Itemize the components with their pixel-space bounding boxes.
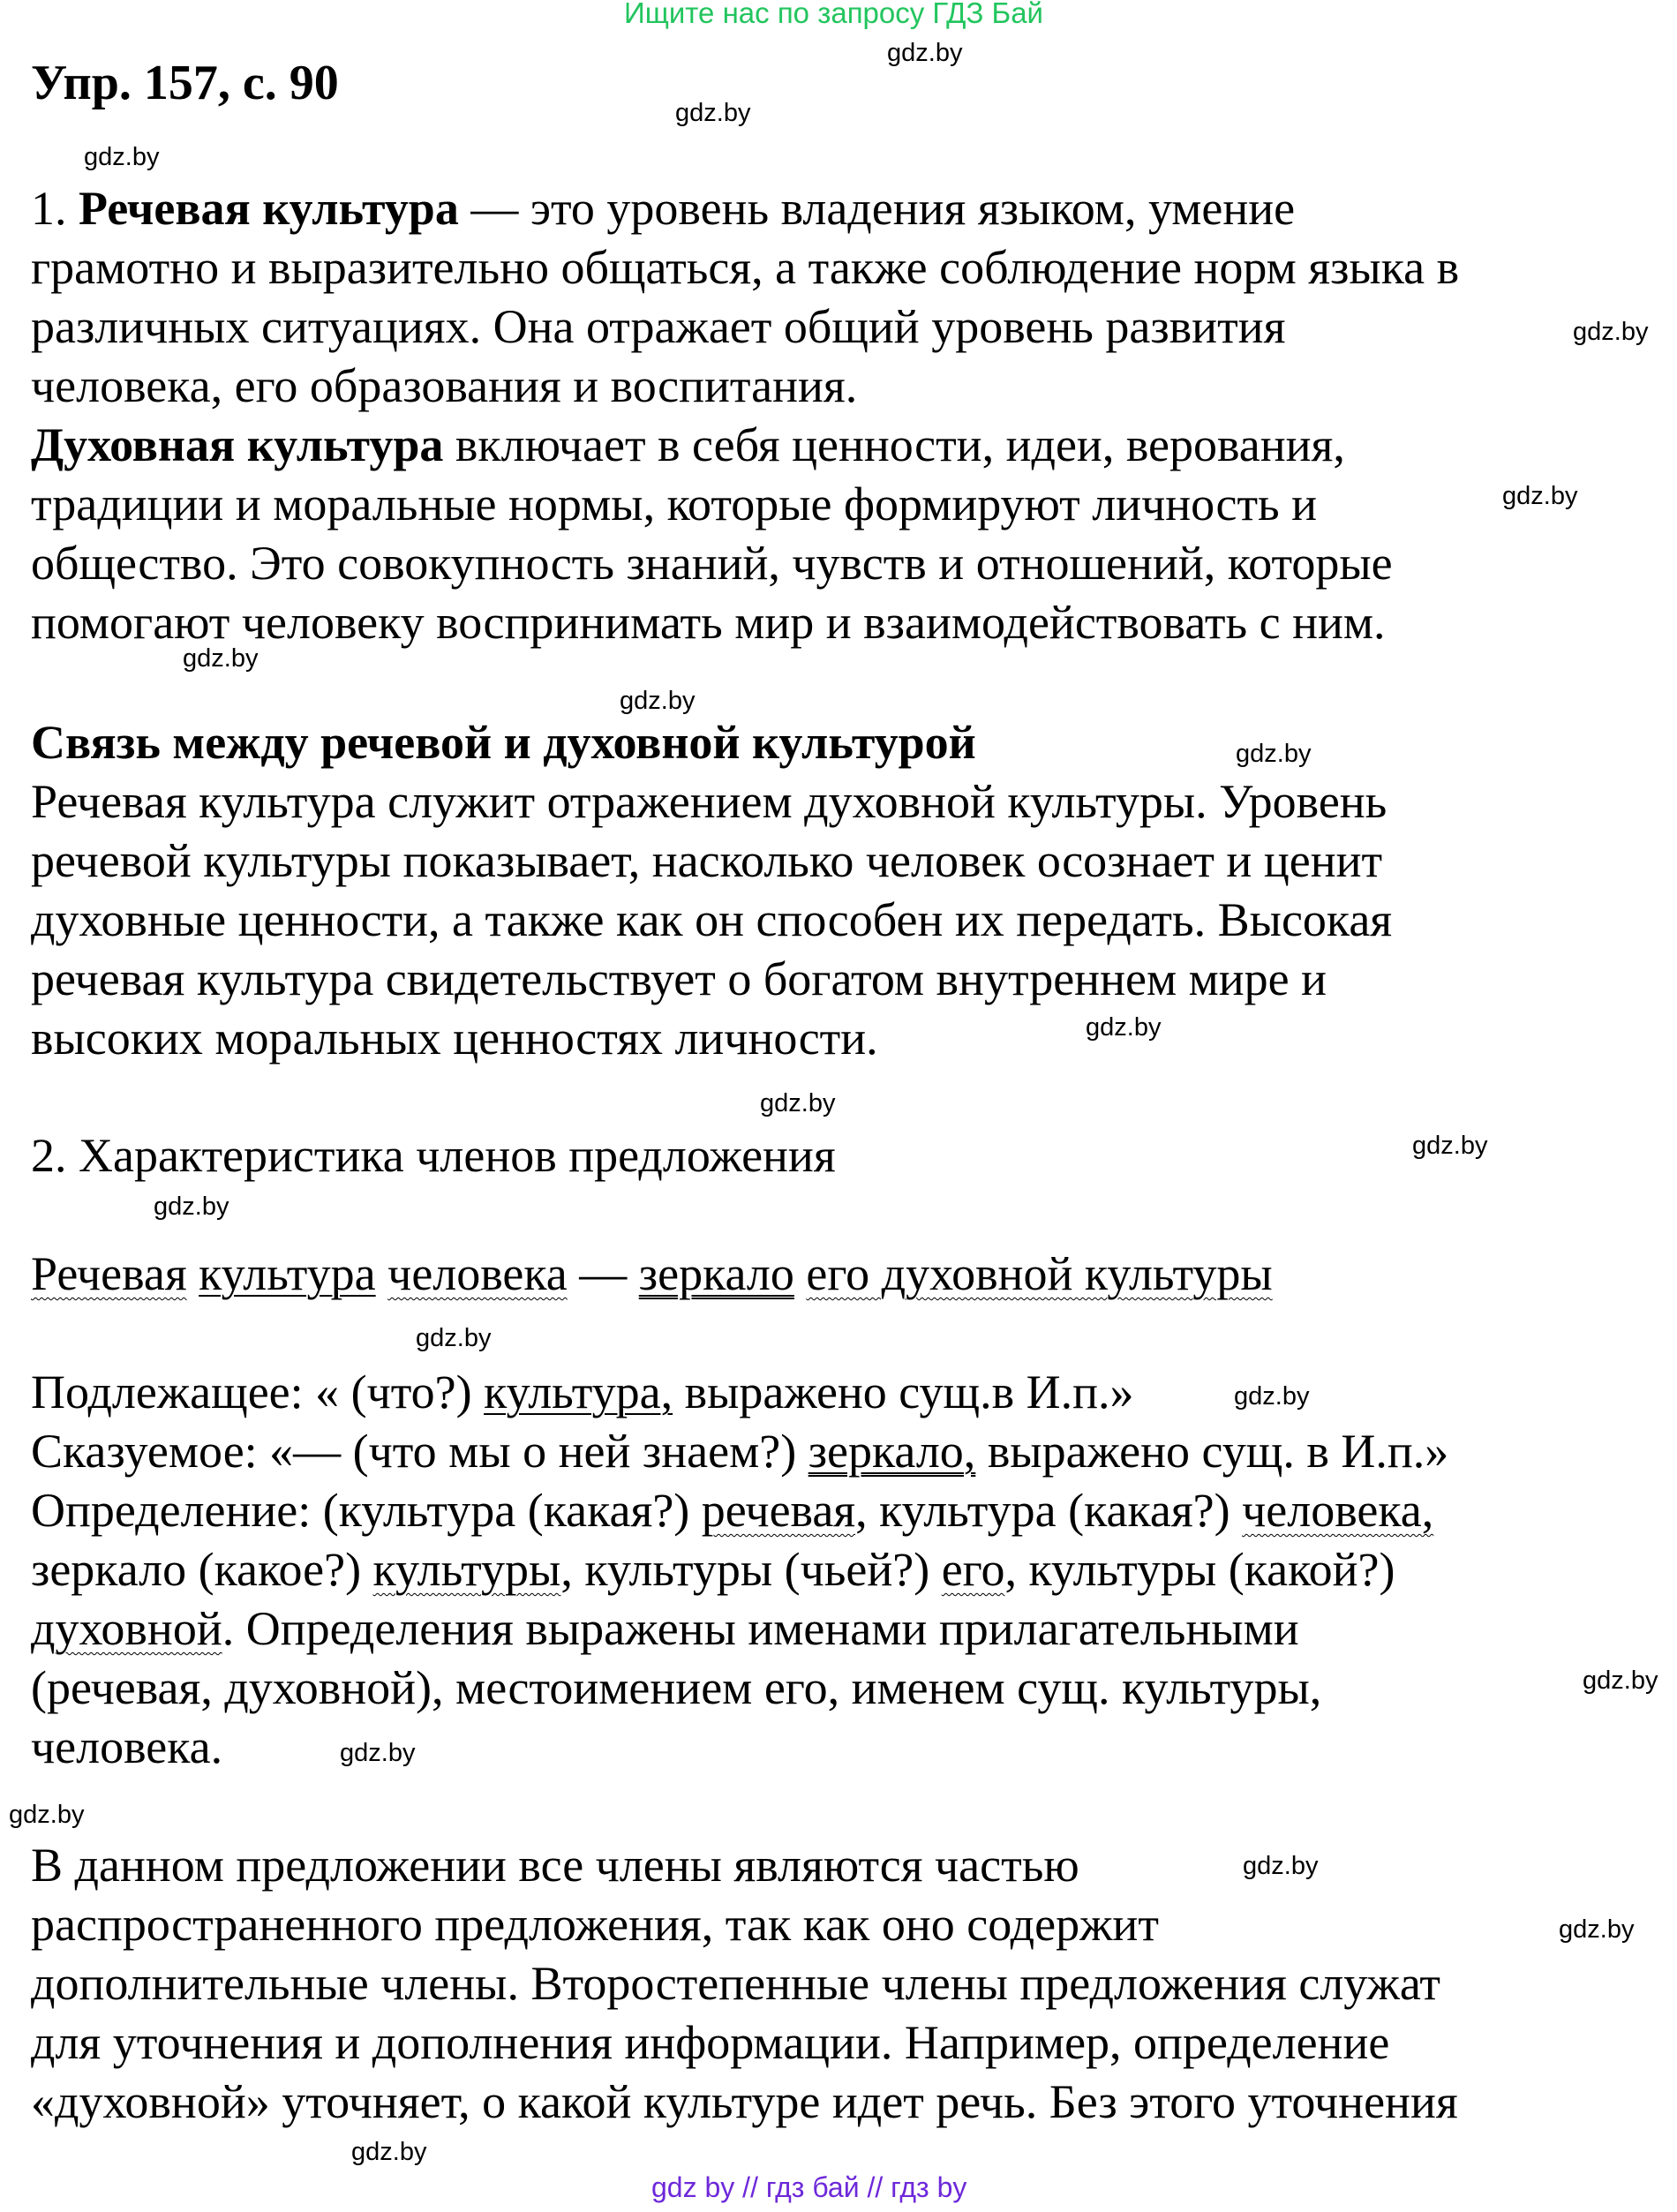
watermark: gdz.by	[1412, 1132, 1488, 1160]
text-span: Определение: (культура (какая?)	[31, 1484, 702, 1537]
word-attribute: культуры	[372, 1543, 561, 1596]
text-span: Подлежащее: « (что?)	[31, 1366, 485, 1418]
section-heading: Связь между речевой и духовной культурой	[31, 716, 976, 769]
word-attribute: речевая	[701, 1484, 856, 1537]
watermark: gdz.by	[351, 2138, 427, 2166]
watermark: gdz.by	[1234, 1382, 1310, 1411]
word-predicate: зеркало	[638, 1247, 794, 1300]
paragraph-line: (речевая, духовной), местоимением его, именем сущ. культуры,	[31, 1661, 1322, 1714]
watermark: gdz.by	[760, 1089, 836, 1117]
paragraph-line	[31, 1481, 1433, 1539]
example-sentence	[31, 1245, 1273, 1303]
term-spiritual-culture: Духовная культура	[31, 418, 444, 471]
word-subject: культура	[199, 1247, 376, 1300]
paragraph-line: В данном предложении все члены являются частью	[31, 1839, 1079, 1892]
text-span: , культуры (какой?)	[1004, 1543, 1395, 1596]
dash: —	[567, 1247, 639, 1300]
paragraph-line: человека.	[31, 1720, 223, 1773]
paragraph-line: духовные ценности, а также как он способен их передать. Высокая	[31, 893, 1393, 946]
paragraph-line	[31, 1422, 1448, 1480]
word-attribute: Речевая	[31, 1247, 187, 1300]
paragraph-line: речевая культура свидетельствует о богатом внутреннем мире и	[31, 952, 1327, 1005]
paragraph-line	[31, 416, 1345, 474]
watermark: gdz.by	[1573, 318, 1649, 346]
paragraph-line: для уточнения и дополнения информации. Например, определение	[31, 2016, 1390, 2069]
text-span: . Определения выражены именами прилагательными	[222, 1602, 1299, 1655]
paragraph-line: человека, его образования и воспитания.	[31, 359, 858, 412]
text-span: зеркало (какое?)	[31, 1543, 373, 1596]
paragraph-line	[31, 179, 1295, 237]
watermark: gdz.by	[1243, 1852, 1319, 1880]
watermark: gdz.by	[183, 644, 259, 673]
watermark: gdz.by	[1502, 482, 1578, 510]
text-span: — это уровень владения языком, умение	[458, 182, 1296, 235]
watermark: gdz.by	[9, 1801, 85, 1829]
watermark: gdz.by	[675, 99, 751, 127]
word-attribute: духовной	[31, 1602, 222, 1655]
paragraph-line	[31, 1540, 1395, 1599]
watermark: gdz.by	[340, 1739, 416, 1767]
paragraph-line: помогают человеку воспринимать мир и взаимодействовать с ним.	[31, 596, 1386, 649]
watermark: gdz.by	[1559, 1915, 1635, 1944]
word-attribute: его духовной культуры	[806, 1247, 1273, 1300]
watermark: gdz.by	[1086, 1013, 1162, 1042]
paragraph-line: дополнительные члены. Второстепенные члены предложения служат	[31, 1957, 1441, 2010]
word-attribute: человека	[387, 1247, 568, 1300]
section-heading: 2. Характеристика членов предложения	[31, 1129, 836, 1182]
text-span: , культура (какая?)	[855, 1484, 1243, 1537]
word-subject: культура,	[484, 1366, 673, 1418]
page-title: Упр. 157, с. 90	[31, 56, 339, 110]
paragraph-line	[31, 1363, 1134, 1421]
paragraph-line: распространенного предложения, так как оно содержит	[31, 1898, 1159, 1951]
text-span: выражено сущ. в И.п.»	[975, 1425, 1449, 1478]
list-number: 1.	[31, 182, 67, 235]
paragraph-line: общество. Это совокупность знаний, чувств и отношений, которые	[31, 537, 1393, 590]
paragraph-line: грамотно и выразительно общаться, а также соблюдение норм языка в	[31, 241, 1460, 294]
paragraph-line: высоких моральных ценностях личности.	[31, 1012, 878, 1065]
text-span: выражено сущ.в И.п.»	[673, 1366, 1134, 1418]
paragraph-line: «духовной» уточняет, о какой культуре идет речь. Без этого уточнения	[31, 2075, 1458, 2128]
watermark: gdz.by	[84, 143, 160, 171]
text-span: , культуры (чьей?)	[560, 1543, 942, 1596]
watermark: gdz.by	[620, 687, 696, 715]
text-span: Сказуемое: «— (что мы о ней знаем?)	[31, 1425, 808, 1478]
paragraph-line: традиции и моральные нормы, которые формируют личность и	[31, 478, 1318, 530]
word-attribute: человека,	[1242, 1484, 1434, 1537]
paragraph-line: различных ситуациях. Она отражает общий уровень развития	[31, 300, 1286, 353]
footer-links[interactable]: gdz by // гдз бай // гдз by	[651, 2171, 967, 2203]
term-speech-culture: Речевая культура	[79, 182, 459, 235]
watermark: gdz.by	[887, 39, 963, 67]
text-span: включает в себя ценности, идеи, верования,	[443, 418, 1345, 471]
watermark: gdz.by	[1236, 740, 1312, 768]
site-banner[interactable]: Ищите нас по запросу ГДЗ Бай	[624, 0, 1043, 29]
paragraph-line	[31, 1599, 1299, 1658]
watermark: gdz.by	[154, 1193, 229, 1221]
watermark: gdz.by	[1583, 1667, 1658, 1695]
word-attribute: его	[941, 1543, 1005, 1596]
watermark: gdz.by	[416, 1324, 492, 1352]
word-predicate: зеркало,	[808, 1425, 976, 1478]
paragraph-line: речевой культуры показывает, насколько человек осознает и ценит	[31, 834, 1383, 887]
paragraph-line: Речевая культура служит отражением духовной культуры. Уровень	[31, 775, 1387, 828]
